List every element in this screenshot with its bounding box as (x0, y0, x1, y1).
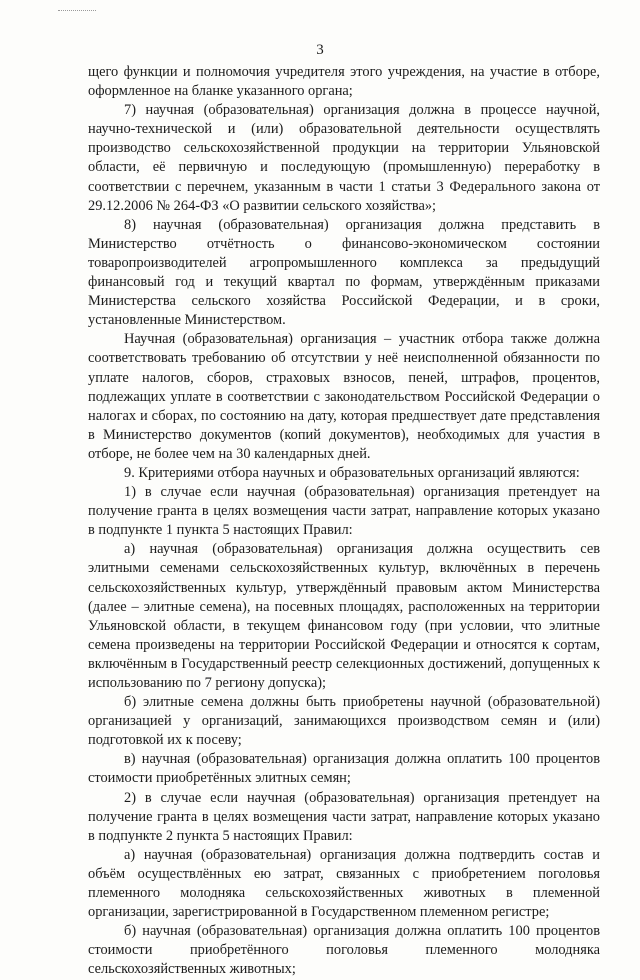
page-number: 3 (316, 42, 324, 58)
paragraph: 2) в случае если научная (образовательная) организация претендует на получение гранта в целях возмещения части затрат, направление которых указано в подпункте 2 пункта 5 настоящих Правил: (88, 789, 600, 844)
scan-artifact (58, 10, 96, 15)
paragraph: 1) в случае если научная (образовательная) организация претендует на получение гранта в целях возмещения части затрат, направление которых указано в подпункте 1 пункта 5 настоящих Правил: (88, 484, 600, 539)
paragraph: 7) научная (образовательная) организация должна в процессе научной, научно-технической и (или) образовательной деятельности осуществлять производство сельскохозяйственной продукции на территории Ульяновской области, её первичную и последующую (промышленную) переработку в соответствии с перечнем, указанным в части 1 статьи 3 Федерального закона от 29.12.2006 № 264-ФЗ «О развитии сельского хозяйства»; (88, 102, 600, 214)
paragraph: 8) научная (образовательная) организация должна представить в Министерство отчётность о финансово-экономическом состоянии товаропроизводителей агропромышленного комплекса за предыдущий финансовый год и текущий квартал по формам, утверждённым приказами Министерства сельского хозяйства Российской Федерации, и в сроки, установленные Министерством. (88, 216, 600, 329)
paragraph: 9. Критериями отбора научных и образовательных организаций являются: (124, 464, 580, 481)
paragraph: в) научная (образовательная) организация должна оплатить 100 процентов стоимости приобретённых элитных семян; (88, 751, 600, 787)
paragraph: Научная (образовательная) организация – участник отбора также должна соответствовать требованию об отсутствии у неё неисполненной обязанности по уплате налогов, сборов, страховых взносов, пеней, штрафов, процентов, подлежащих уплате в соответствии с законодательством Российской Федерации о налогах и сборах, по состоянию на дату, которая предшествует дате представления в Министерство документов (копий документов), необходимых для участия в отборе, не более чем на 30 календарных дней. (88, 331, 600, 462)
paragraph: а) научная (образовательная) организация должна осуществить сев элитными семенами сельскохозяйственных культур, включённых в перечень сельскохозяйственных культур, утверждённый правовым актом Министерства (далее – элитные семена), на посевных площадях, расположенных на территории Ульяновской области, в текущем финансовом году (при условии, что элитные семена произведены на территории Российской Федерации и относятся к сортам, включённым в Государственный реестр селекционных достижений, допущенных к использованию по 7 региону допуска); (88, 541, 600, 691)
paragraph: б) элитные семена должны быть приобретены научной (образовательной) организацией у организаций, занимающихся производством семян и (или) подготовкой их к посеву; (88, 694, 600, 749)
paragraph: а) научная (образовательная) организация должна подтвердить состав и объём осуществлённых ею затрат, связанных с приобретением поголовья племенного молодняка сельскохозяйственных животных в племенной организации, зарегистрированной в Государственном племенном регистре; (88, 846, 600, 921)
paragraph: щего функции и полномочия учредителя этого учреждения, на участие в отборе, оформленное на бланке указанного органа; (88, 64, 600, 100)
document-body (88, 63, 600, 980)
paragraph: б) научная (образовательная) организация должна оплатить 100 процентов стоимости приобретённого поголовья племенного молодняка сельскохозяйственных животных; (88, 923, 600, 978)
